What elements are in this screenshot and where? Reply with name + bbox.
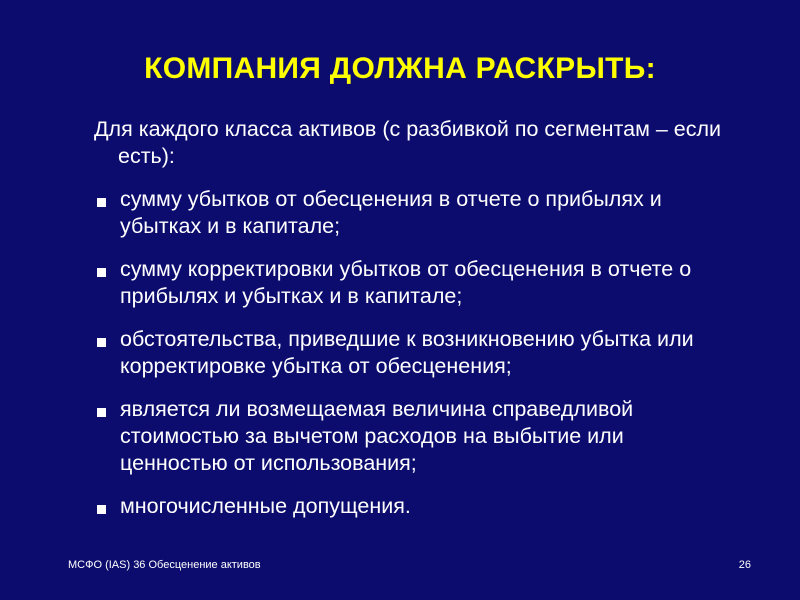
square-bullet-icon [97,338,106,347]
page-number: 26 [738,559,751,571]
bullet-text: сумму корректировки убытков от обесценения в отчете о прибылях и убытках и в капитале; [120,257,692,308]
intro-text: Для каждого класса активов (с разбивкой по сегментам – если есть): [94,117,722,168]
bullet-list [94,186,734,536]
bullet-item [94,493,734,520]
footer-caption: МСФО (IAS) 36 Обесценение активов [68,559,261,571]
square-bullet-icon [97,268,106,277]
bullet-item [94,396,734,477]
bullet-text: является ли возмещаемая величина справедливой стоимостью за вычетом расходов на выбытие или ценностью от использования; [120,397,634,475]
bullet-text: многочисленные допущения. [120,494,411,518]
bullet-text: обстоятельства, приведшие к возникновению убытка или корректировке убытка от обесценения; [120,327,694,378]
square-bullet-icon [97,198,106,207]
bullet-text: сумму убытков от обесценения в отчете о прибылях и убытках и в капитале; [120,187,662,238]
bullet-item [94,256,734,310]
bullet-item [94,326,734,380]
slide-title: КОМПАНИЯ ДОЛЖНА РАСКРЫТЬ: [144,52,656,85]
square-bullet-icon [97,408,106,417]
square-bullet-icon [97,505,106,514]
bullet-item [94,186,734,240]
